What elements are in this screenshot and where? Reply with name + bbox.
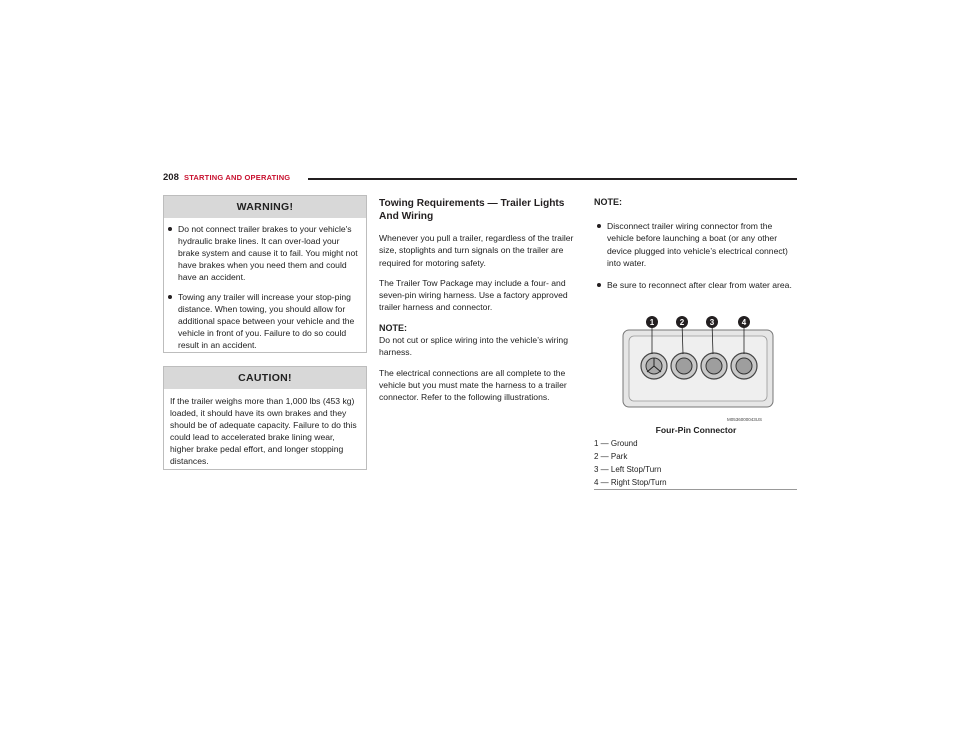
legend-item: 2 — Park: [594, 452, 628, 461]
note-label: NOTE:: [594, 197, 622, 207]
caution-title: CAUTION!: [164, 367, 366, 389]
paragraph: Whenever you pull a trailer, regardless of the trailer size, stoplights and turn signals on the trailer are required for motoring safety.: [379, 233, 574, 268]
callout-3-label: 3: [709, 318, 715, 327]
pin-socket-4: [731, 353, 757, 379]
page-number: 208: [163, 172, 179, 183]
paragraph: The electrical connections are all complete to the vehicle but you must mate the harness to a trailer connector. Refer to the following illustrations.: [379, 367, 567, 403]
callout-2-label: 2: [679, 318, 685, 327]
note-item: Be sure to reconnect after clear from water area.: [607, 279, 798, 291]
main-column: [379, 197, 579, 412]
legend-item: 1 — Ground: [594, 439, 638, 448]
warning-title: WARNING!: [164, 196, 366, 218]
paragraph: The Trailer Tow Package may include a four- and seven-pin wiring harness. Use a factory approved trailer harness and connector.: [379, 277, 568, 313]
note-text: Do not cut or splice wiring into the vehicle’s wiring harness.: [379, 335, 568, 358]
note: [379, 322, 579, 359]
figure-caption: Four-Pin Connector: [655, 425, 737, 435]
section-heading: Towing Requirements — Trailer Lights And Wiring: [379, 198, 565, 222]
note-item: Disconnect trailer wiring connector from the vehicle before launching a boat (or any other device plugged into vehicle’s electrical connect) into water.: [607, 220, 798, 269]
caution-box: [163, 366, 367, 470]
warning-item: Do not connect trailer brakes to your vehicle's hydraulic brake lines. It can over-load your brake system and cause it to fail. You might not have brakes when you need them and could have an accident.: [178, 223, 360, 283]
pin-socket-1: [641, 353, 667, 379]
warning-list: [164, 218, 366, 357]
pin-socket-3: [701, 353, 727, 379]
caution-text: If the trailer weighs more than 1,000 lbs (453 kg) loaded, it should have its own brakes and they should be of adequate capacity. Failure to do this could lead to accelerated brake lining wear, higher brake pedal effort, and longer stopping distances.: [170, 396, 357, 466]
warning-box: [163, 195, 367, 353]
legend-item: 4 — Right Stop/Turn: [594, 478, 667, 487]
four-pin-connector-illustration: [620, 312, 796, 422]
note-list: [594, 220, 798, 291]
figure-code: M0536000043US: [727, 417, 763, 422]
header-rule: [308, 178, 797, 180]
figure-legend: [594, 437, 797, 490]
callout-1-label: 1: [649, 318, 655, 327]
warning-item: Towing any trailer will increase your stop-ping distance. When towing, you should allow for additional space between your vehicle and the vehicle in front of you. Failure to do so could result in an accident.: [178, 291, 360, 351]
legend-item: 3 — Left Stop/Turn: [594, 465, 662, 474]
page-header: [163, 172, 797, 186]
pin-socket-2: [671, 353, 697, 379]
section-title: STARTING AND OPERATING: [184, 173, 291, 182]
note-label: NOTE:: [379, 322, 407, 333]
callout-4-label: 4: [741, 318, 747, 327]
right-column: [594, 197, 798, 301]
